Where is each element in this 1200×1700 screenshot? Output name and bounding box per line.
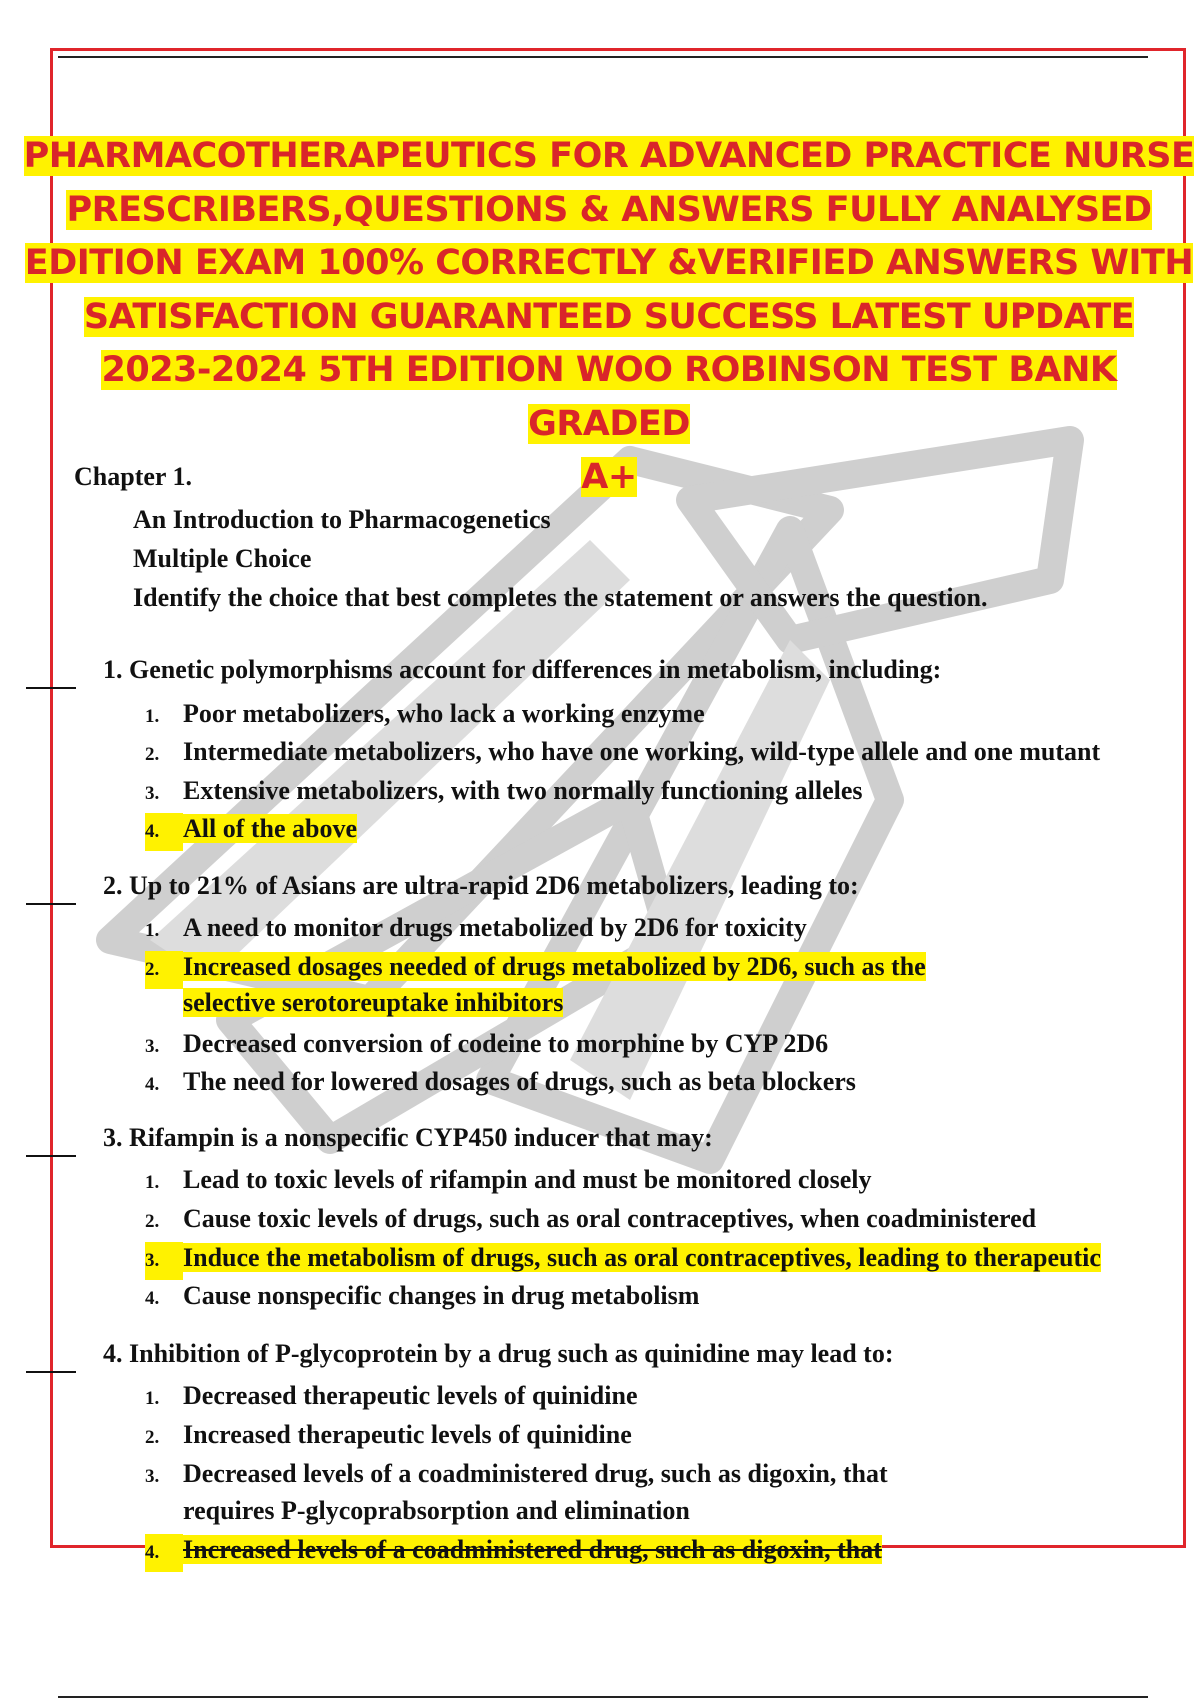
option[interactable] [145, 772, 863, 813]
title-line-1: PHARMACOTHERAPEUTICS FOR ADVANCED PRACTICE NURSE [23, 136, 1195, 176]
option[interactable] [145, 1161, 871, 1202]
option[interactable] [145, 695, 705, 736]
bottom-rule [58, 1696, 1148, 1698]
option-number: 4. [145, 813, 183, 851]
option[interactable] [145, 1416, 632, 1457]
option[interactable] [145, 1025, 828, 1066]
question-text: 4. Inhibition of P-glycoprotein by a drug such as quinidine may lead to: [103, 1339, 894, 1368]
option-number: 1. [145, 706, 160, 727]
option-highlighted-answer[interactable] [145, 810, 357, 851]
option-number: 3. [145, 1466, 160, 1487]
option-text-continued: selective serotoreuptake inhibitors [183, 988, 564, 1017]
question-format: Multiple Choice [133, 544, 312, 573]
option-highlighted-answer[interactable] [145, 948, 926, 989]
option[interactable] [145, 1455, 888, 1496]
option-number: 4. [145, 1288, 160, 1309]
option-text: Decreased therapeutic levels of quinidine [183, 1381, 638, 1410]
option-number: 1. [145, 920, 160, 941]
option-number: 2. [145, 1427, 160, 1448]
option-number: 4. [145, 1534, 183, 1572]
title-line-2: PRESCRIBERS,QUESTIONS & ANSWERS FULLY ANALYSED [66, 189, 1152, 230]
option[interactable] [145, 1200, 1036, 1241]
option-number: 3. [145, 1036, 160, 1057]
question-text: 1. Genetic polymorphisms account for differences in metabolism, including: [103, 655, 942, 684]
option-text: Decreased levels of a coadministered drug, such as digoxin, that [183, 1459, 888, 1488]
option-text: Decreased conversion of codeine to morphine by CYP 2D6 [183, 1029, 829, 1058]
chapter-topic: An Introduction to Pharmacogenetics [133, 505, 551, 534]
option-number: 1. [145, 1388, 160, 1409]
document-title [18, 130, 1200, 505]
option-continuation [183, 1492, 690, 1530]
option-number: 2. [145, 951, 183, 989]
option-text: Extensive metabolizers, with two normally functioning alleles [183, 776, 863, 805]
option[interactable] [145, 733, 1100, 774]
option-text-continued: requires P-glycoprabsorption and elimination [183, 1496, 690, 1525]
option[interactable] [145, 1063, 856, 1104]
option-text: A need to monitor drugs metabolized by 2D6 for toxicity [183, 913, 807, 942]
option-text: Lead to toxic levels of rifampin and must be monitored closely [183, 1165, 872, 1194]
title-line-6: A+ [581, 457, 637, 497]
question-text: 2. Up to 21% of Asians are ultra-rapid 2D6 metabolizers, leading to: [103, 871, 859, 900]
option-text: Increased therapeutic levels of quinidine [183, 1420, 632, 1449]
option-text: Increased dosages needed of drugs metabolized by 2D6, such as the [183, 952, 926, 981]
option-number: 2. [145, 744, 160, 765]
answer-blank[interactable] [26, 903, 76, 905]
option[interactable] [145, 1277, 699, 1318]
option[interactable] [145, 1377, 637, 1418]
answer-blank[interactable] [26, 1371, 76, 1373]
instructions: Identify the choice that best completes the statement or answers the question. [133, 583, 988, 612]
option-text: Intermediate metabolizers, who have one working, wild-type allele and one mutant [183, 737, 1101, 766]
option-text: All of the above [183, 814, 358, 843]
chapter-heading: Chapter 1. [74, 462, 192, 491]
option-number: 4. [145, 1074, 160, 1095]
option-text: The need for lowered dosages of drugs, such as beta blockers [183, 1067, 856, 1096]
option-number: 1. [145, 1172, 160, 1193]
option[interactable] [145, 909, 807, 950]
option-highlighted-answer[interactable] [145, 1239, 1101, 1280]
option-text: Poor metabolizers, who lack a working enzyme [183, 699, 705, 728]
option-number: 3. [145, 783, 160, 804]
option-text: Cause toxic levels of drugs, such as oral contraceptives, when coadministered [183, 1204, 1037, 1233]
option-highlighted-answer[interactable] [145, 1531, 882, 1572]
option-text: Induce the metabolism of drugs, such as oral contraceptives, leading to therapeutic [183, 1243, 1101, 1272]
option-number: 3. [145, 1242, 183, 1280]
option-text: Increased levels of a coadministered drug, such as digoxin, that [183, 1535, 882, 1564]
answer-blank[interactable] [26, 1155, 76, 1157]
title-line-4: SATISFACTION GUARANTEED SUCCESS LATEST UPDATE [83, 296, 1135, 337]
option-text: Cause nonspecific changes in drug metabolism [183, 1281, 700, 1310]
title-line-5: 2023-2024 5TH EDITION WOO ROBINSON TEST BANK GRADED [101, 350, 1117, 444]
title-line-3: EDITION EXAM 100% CORRECTLY &VERIFIED ANSWERS WITH [24, 243, 1194, 283]
question-text: 3. Rifampin is a nonspecific CYP450 inducer that may: [103, 1123, 713, 1152]
option-continuation [183, 984, 563, 1022]
answer-blank[interactable] [26, 687, 76, 689]
option-number: 2. [145, 1211, 160, 1232]
